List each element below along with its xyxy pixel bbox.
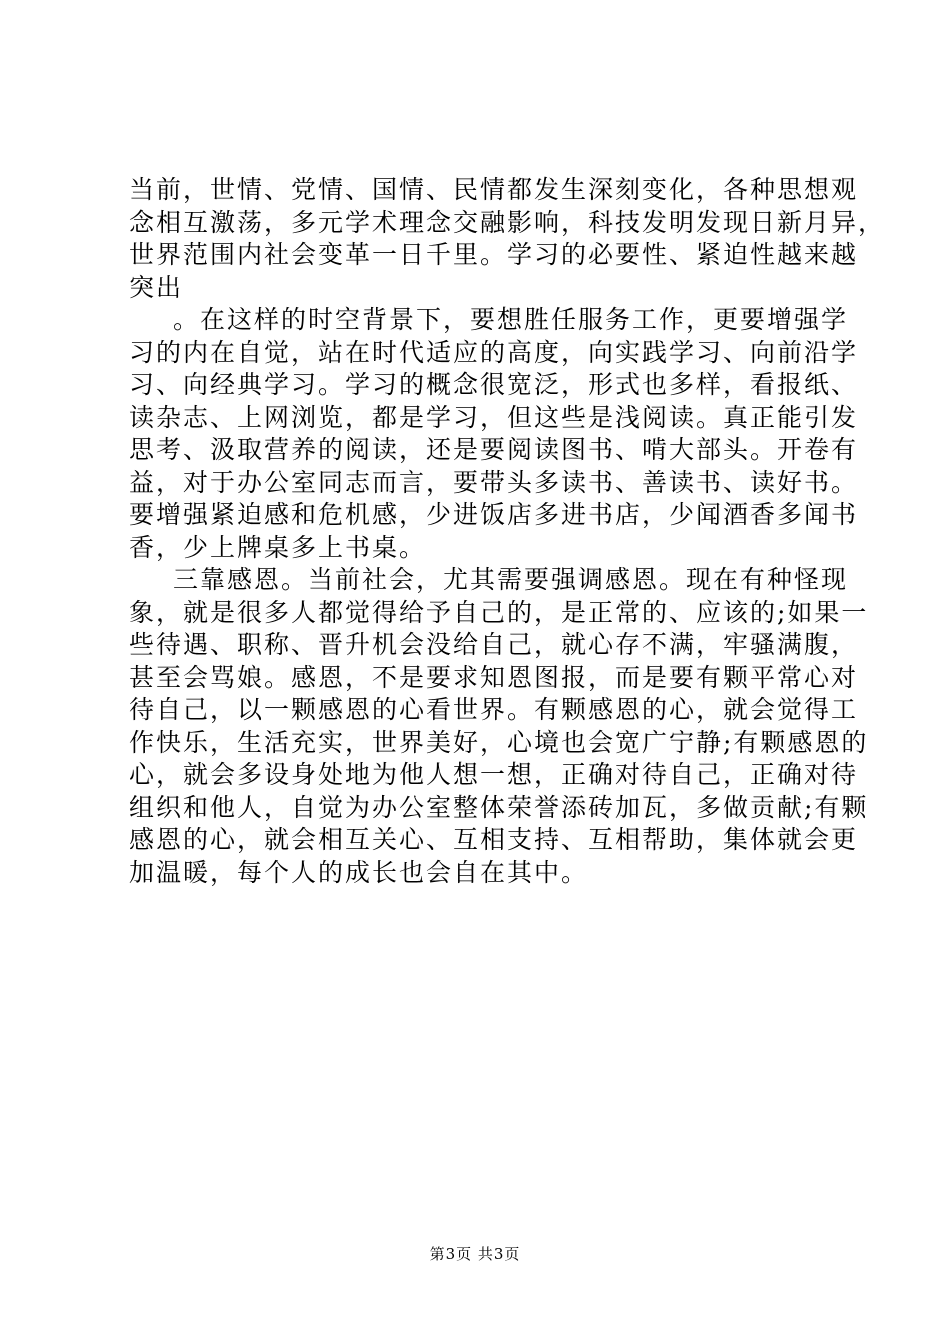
text-line: 世界范围内社会变革一日千里。学习的必要性、紧迫性越来越: [129, 240, 859, 269]
text-line: 心，就会多设身处地为他人想一想，正确对待自己，正确对待: [129, 760, 859, 789]
text-line: 三靠感恩。当前社会，尤其需要强调感恩。现在有种怪现: [173, 565, 849, 594]
text-line: 象，就是很多人都觉得给予自己的，是正常的、应该的;如果一: [129, 597, 869, 627]
text-line: 要增强紧迫感和危机感，少进饭店多进书店，少闻酒香多闻书: [129, 500, 859, 529]
text-line: 加温暖，每个人的成长也会自在其中。: [129, 857, 589, 887]
text-line: 甚至会骂娘。感恩，不是要求知恩图报，而是要有颗平常心对: [129, 662, 859, 692]
text-line: 作快乐，生活充实，世界美好，心境也会宽广宁静;有颗感恩的: [129, 727, 869, 757]
body-text: [129, 174, 886, 889]
text-line: 感恩的心，就会相互关心、互相支持、互相帮助，集体就会更: [129, 825, 859, 854]
text-line: 香，少上牌桌多上书桌。: [129, 532, 427, 562]
text-line: 当前，世情、党情、国情、民情都发生深刻变化，各种思想观: [129, 175, 859, 204]
text-line: 些待遇、职称、晋升机会没给自己，就心存不满，牢骚满腹，: [129, 630, 859, 659]
text-line: 组织和他人，自觉为办公室整体荣誉添砖加瓦，多做贡献;有颗: [129, 792, 869, 822]
text-line: 思考、汲取营养的阅读，还是要阅读图书、啃大部头。开卷有: [129, 435, 859, 464]
text-line: 益，对于办公室同志而言，要带头多读书、善读书、读好书。: [129, 467, 859, 497]
page-footer: 第3页 共3页: [429, 1245, 521, 1263]
text-line: 待自己，以一颗感恩的心看世界。有颗感恩的心，就会觉得工: [129, 695, 859, 724]
text-line: 。在这样的时空背景下，要想胜任服务工作，更要增强学: [173, 305, 849, 334]
text-line: 读杂志、上网浏览，都是学习，但这些是浅阅读。真正能引发: [129, 402, 859, 432]
text-line: 突出: [129, 272, 184, 302]
text-line: 习、向经典学习。学习的概念很宽泛，形式也多样，看报纸、: [129, 370, 859, 399]
text-line: 念相互激荡，多元学术理念交融影响，科技发明发现日新月异，: [129, 207, 886, 237]
text-line: 习的内在自觉，站在时代适应的高度，向实践学习、向前沿学: [129, 337, 859, 367]
